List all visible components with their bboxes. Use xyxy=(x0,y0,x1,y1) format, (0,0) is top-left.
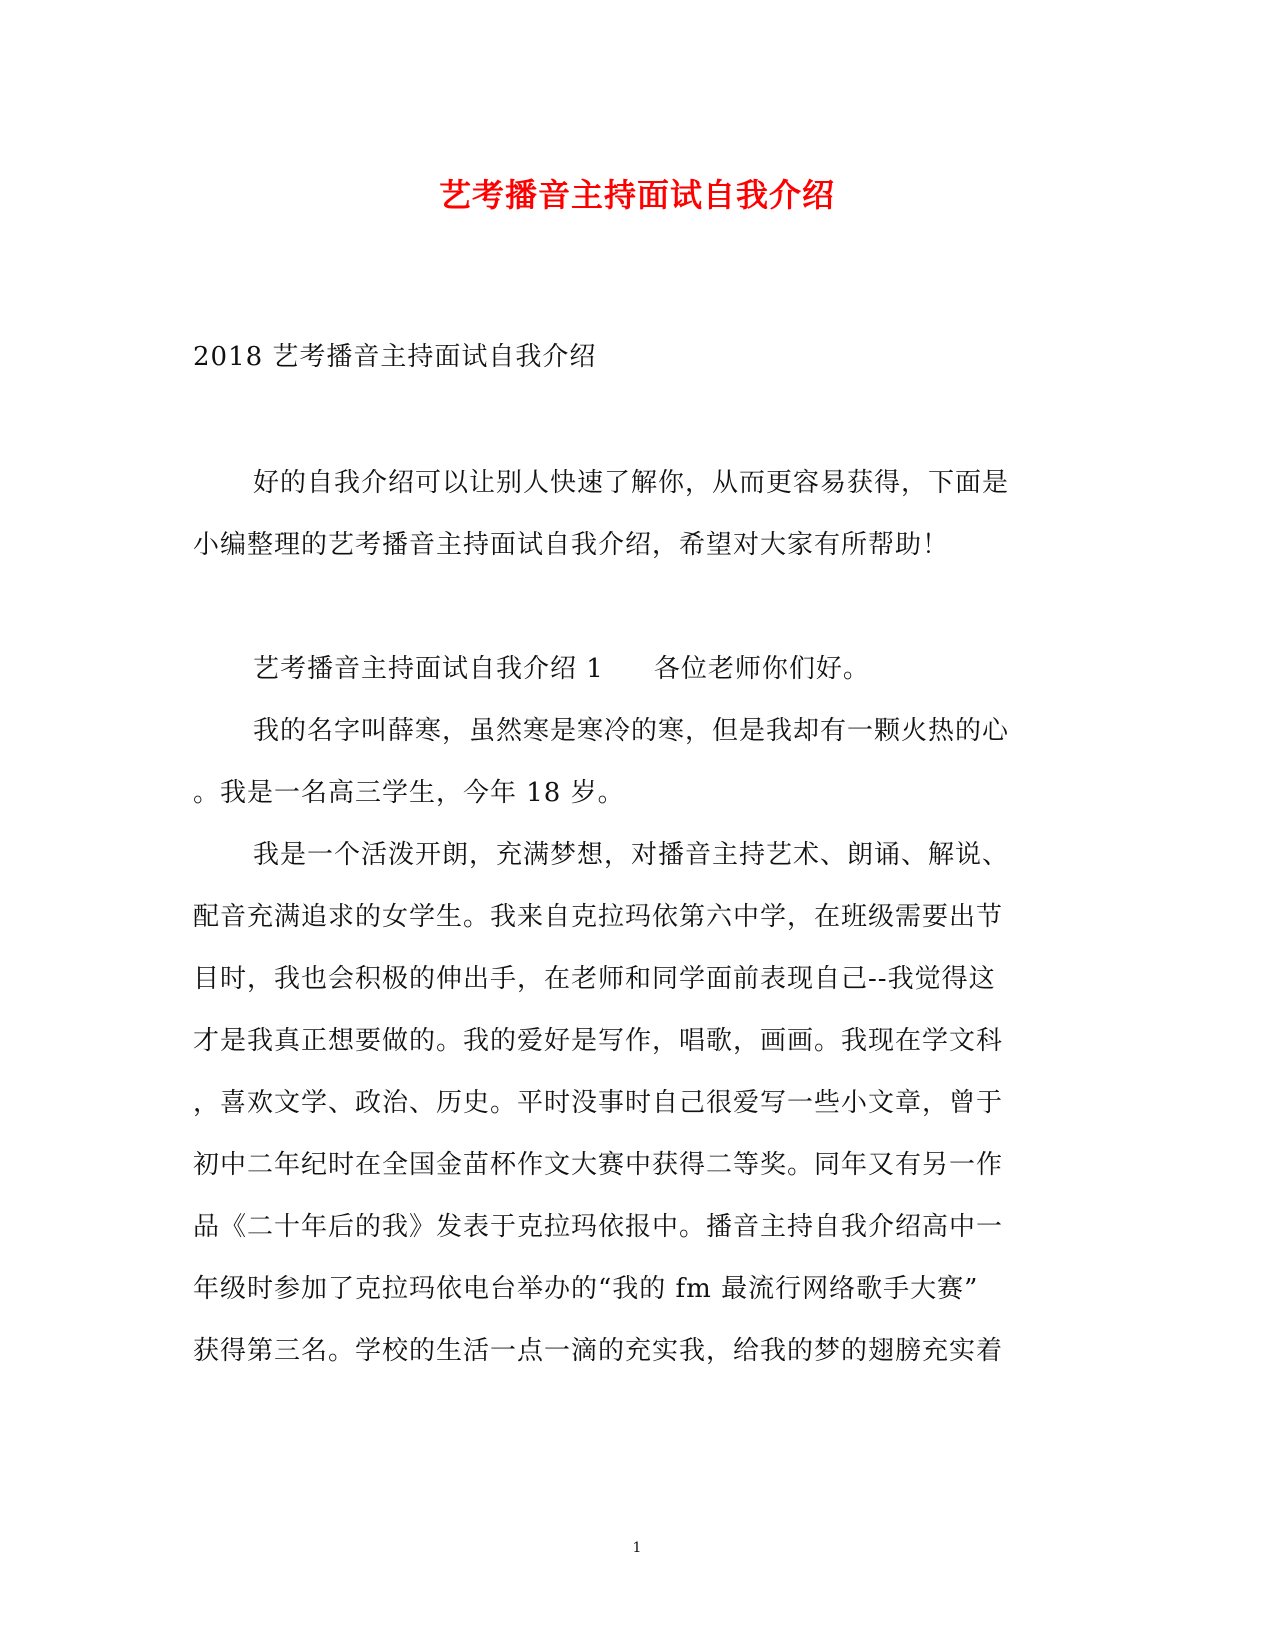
paragraph2-line-1: 我是一个活泼开朗，充满梦想，对播音主持艺术、朗诵、解说、 xyxy=(253,840,1010,870)
paragraph2-line-4: 才是我真正想要做的。我的爱好是写作，唱歌，画画。我现在学文科 xyxy=(193,1026,1004,1056)
section-heading: 艺考播音主持面试自我介绍 1 xyxy=(253,654,604,684)
paragraph2-line-5: ，喜欢文学、政治、历史。平时没事时自己很爱写一些小文章，曾于 xyxy=(193,1088,1004,1118)
intro-line-2: 小编整理的艺考播音主持面试自我介绍，希望对大家有所帮助！ xyxy=(193,530,950,560)
paragraph2-line-2: 配音充满追求的女学生。我来自克拉玛依第六中学，在班级需要出节 xyxy=(193,902,1004,932)
intro-line-1: 好的自我介绍可以让别人快速了解你，从而更容易获得，下面是 xyxy=(253,468,1010,498)
document-subtitle: 2018 艺考播音主持面试自我介绍 xyxy=(193,342,597,372)
paragraph1-line-1: 我的名字叫薛寒，虽然寒是寒冷的寒，但是我却有一颗火热的心 xyxy=(253,716,1010,746)
paragraph2-line-9: 获得第三名。学校的生活一点一滴的充实我，给我的梦的翅膀充实着 xyxy=(193,1336,1004,1366)
paragraph2-line-8: 年级时参加了克拉玛依电台举办的“我的 fm 最流行网络歌手大赛” xyxy=(193,1274,979,1304)
section-greeting: 各位老师你们好。 xyxy=(653,654,870,684)
section-heading-line xyxy=(253,652,1133,686)
paragraph2-line-6: 初中二年纪时在全国金苗杯作文大赛中获得二等奖。同年又有另一作 xyxy=(193,1150,1004,1180)
page-number: 1 xyxy=(632,1540,642,1556)
paragraph2-line-3: 目时，我也会积极的伸出手，在老师和同学面前表现自己--我觉得这 xyxy=(193,964,996,994)
paragraph1-line-2: 。我是一名高三学生，今年 18 岁。 xyxy=(193,778,625,808)
paragraph2-line-7: 品《二十年后的我》发表于克拉玛依报中。播音主持自我介绍高中一 xyxy=(193,1212,1004,1242)
document-title: 艺考播音主持面试自我介绍 xyxy=(438,176,835,214)
